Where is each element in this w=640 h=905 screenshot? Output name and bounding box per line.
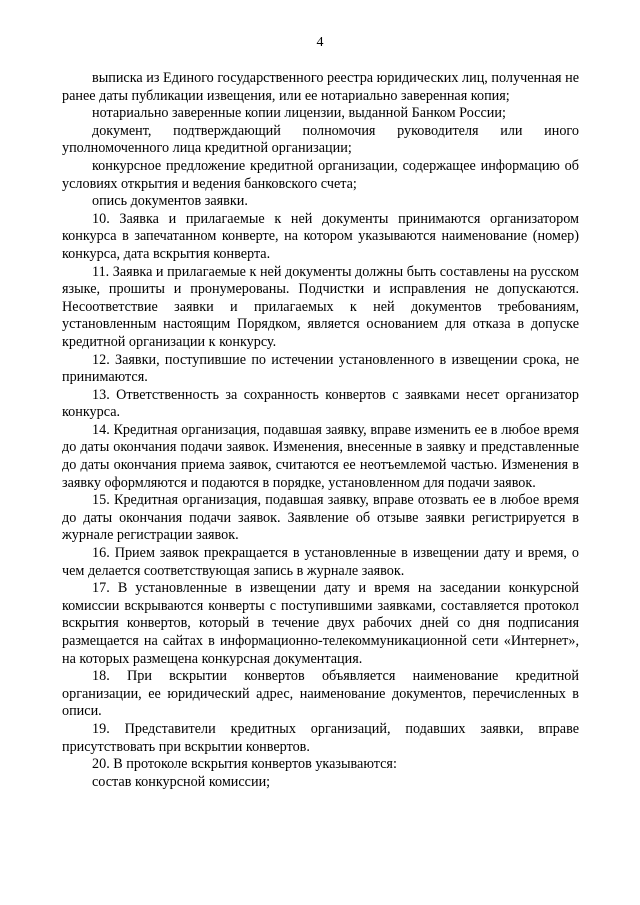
paragraph-authority-document: документ, подтверждающий полномочия руководителя или иного уполномоченного лица кредитной организации; <box>62 122 579 157</box>
paragraph-clause-14: 14. Кредитная организация, подавшая заявку, вправе изменить ее в любое время до даты окончания подачи заявок. Изменения, внесенные в заявку и представленные до даты окончания приема заявок, считаются ее неотъемлемой частью. Изменения в заявку оформляются и подаются в порядке, установленном для подачи заявок. <box>62 421 579 491</box>
paragraph-clause-17: 17. В установленные в извещении дату и время на заседании конкурсной комиссии вскрываются конверты с поступившими заявками, составляется протокол вскрытия конвертов, который в течение двух рабочих дней со дня подписания размещается на сайтах в информационно-телекоммуникационной сети «Интернет», на которых размещена конкурсная документация. <box>62 580 579 667</box>
paragraph-extract-registry: выписка из Единого государственного реестра юридических лиц, полученная не ранее даты публикации извещения, или ее нотариально заверенная копия; <box>62 70 579 104</box>
page-number: 4 <box>316 35 324 50</box>
paragraph-clause-10: 10. Заявка и прилагаемые к ней документы принимаются организатором конкурса в запечатанном конверте, на котором указываются наименование (номер) конкурса, дата вскрытия конверта. <box>62 210 579 262</box>
paragraph-clause-13: 13. Ответственность за сохранность конвертов с заявками несет организатор конкурса. <box>62 386 579 421</box>
paragraph-commission-composition: состав конкурсной комиссии; <box>92 773 271 790</box>
paragraph-clause-12: 12. Заявки, поступившие по истечении установленного в извещении срока, не принимаются. <box>62 351 579 386</box>
paragraph-license-copies: нотариально заверенные копии лицензии, выданной Банком России; <box>92 105 506 122</box>
paragraph-document-inventory: опись документов заявки. <box>92 193 248 210</box>
paragraph-clause-15: 15. Кредитная организация, подавшая заявку, вправе отозвать ее в любое время до даты окончания подачи заявок. Заявление об отзыве заявки регистрируется в журнале регистрации заявок. <box>62 492 579 544</box>
paragraph-clause-16: 16. Прием заявок прекращается в установленные в извещении дату и время, о чем делается соответствующая запись в журнале заявок. <box>62 545 579 579</box>
document-body <box>62 70 579 791</box>
paragraph-clause-18: 18. При вскрытии конвертов объявляется наименование кредитной организации, ее юридический адрес, наименование документов, перечисленных в описи. <box>62 668 579 720</box>
paragraph-clause-20: 20. В протоколе вскрытия конвертов указываются: <box>92 756 397 773</box>
paragraph-clause-11: 11. Заявка и прилагаемые к ней документы должны быть составлены на русском языке, прошиты и пронумерованы. Подчистки и исправления не допускаются. Несоответствие заявки и прилагаемых к ней документов требованиям, установленным настоящим Порядком, является основанием для отказа в допуске кредитной организации к конкурсу. <box>62 263 579 350</box>
paragraph-clause-19: 19. Представители кредитных организаций, подавших заявки, вправе присутствовать при вскрытии конвертов. <box>62 720 579 755</box>
paragraph-competitive-offer: конкурсное предложение кредитной организации, содержащее информацию об условиях открытия и ведения банковского счета; <box>62 157 579 192</box>
